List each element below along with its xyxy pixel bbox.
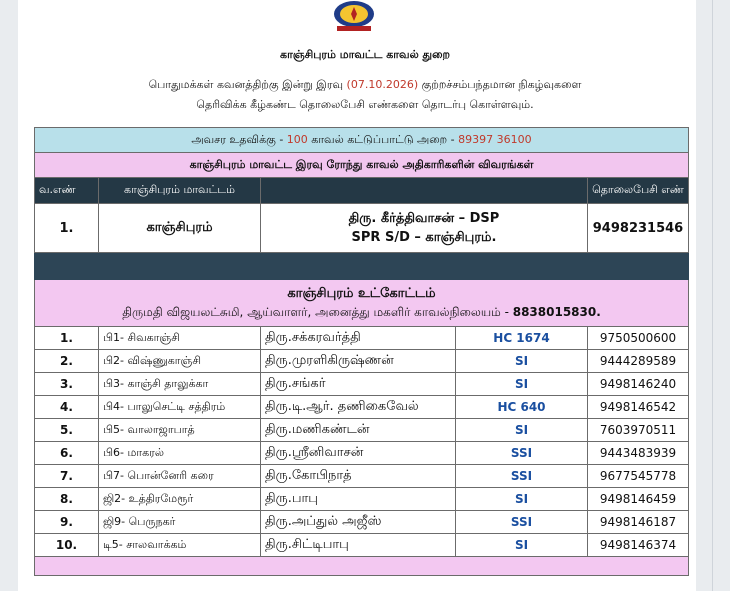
row-rank: SSI [456,442,588,465]
section-divider [35,253,689,280]
row-rank: SI [456,419,588,442]
row-sno: 2. [35,350,99,373]
row-officer-name: திரு.டி.ஆர். தணிகைவேல் [261,396,456,419]
district-officer [261,204,588,253]
row-rank: SI [456,534,588,557]
row-station: பி7- பொன்னேரி கரை [99,465,261,488]
control-room-number: 89397 36100 [458,132,532,146]
table-row [35,419,689,442]
table-row [35,396,689,419]
subdivision-cell [35,280,689,327]
row-phone: 9677545778 [588,465,689,488]
row-rank: HC 640 [456,396,588,419]
table-row [35,511,689,534]
row-station: பி4- பாலுசெட்டி சத்திரம் [99,396,261,419]
row-rank: SI [456,373,588,396]
row-phone: 9498146542 [588,396,689,419]
row-station: பி5- வாலாஜாபாத் [99,419,261,442]
night-round-title: காஞ்சிபுரம் மாவட்ட இரவு ரோந்து காவல் அதிகாரிகளின் விவரங்கள் [35,153,689,178]
next-section-cell [35,557,689,576]
row-sno: 10. [35,534,99,557]
row-sno: 6. [35,442,99,465]
patrol-officers-table [34,127,689,576]
row-sno: 9. [35,511,99,534]
org-title: காஞ்சிபுரம் மாவட்ட காவல் துறை [280,48,450,61]
row-phone: 9443483939 [588,442,689,465]
col-header-phone: தொலைபேசி எண் [588,178,689,204]
row-phone: 9444289589 [588,350,689,373]
row-phone: 9750500600 [588,327,689,350]
row-rank: SSI [456,511,588,534]
subdivision-officer-text: திருமதி விஜயலட்சுமி, ஆய்வாளர், அனைத்து மகளிர் காவல்நிலையம் - [122,305,513,319]
row-officer-name: திரு.முரளிகிருஷ்ணன் [261,350,456,373]
row-officer-name: திரு.மணிகண்டன் [261,419,456,442]
subdivision-officer-phone: 8838015830. [512,305,601,319]
row-officer-name: திரு.சங்கர் [261,373,456,396]
row-station: பி1- சிவகாஞ்சி [99,327,261,350]
col-header-sno: வ.எண் [35,178,99,204]
notice-line-1 [0,78,730,93]
emergency-after: காவல் கட்டுப்பாட்டு அறை - [307,132,459,146]
night-round-band [35,153,689,178]
district-officer-line1: திரு. கீர்த்திவாசன் – DSP [348,211,500,226]
row-officer-name: திரு.பாபு [261,488,456,511]
table-row [35,488,689,511]
row-station: ஜி2- உத்திரமேரூர் [99,488,261,511]
row-phone: 9498146187 [588,511,689,534]
emergency-band [35,128,689,153]
row-rank: SSI [456,465,588,488]
emergency-label: அவசர உதவிக்கு - [191,132,287,146]
row-rank: HC 1674 [456,327,588,350]
district-row [35,204,689,253]
subdivision-officer [39,303,684,322]
row-rank: SI [456,488,588,511]
row-rank: SI [456,350,588,373]
col-header-officer [261,178,588,204]
section-divider-cell [35,253,689,280]
row-sno: 7. [35,465,99,488]
notice-text-a: பொதுமக்கள் கவனத்திற்கு இன்று இரவு [148,78,347,91]
notice-text-b: குற்றச்சம்பந்தமான நிகழ்வுகளை [418,78,582,91]
col-header-district: காஞ்சிபுரம் மாவட்டம் [99,178,261,204]
row-station: பி3- காஞ்சி தாலுக்கா [99,373,261,396]
row-officer-name: திரு.ஸ்ரீனிவாசன் [261,442,456,465]
row-officer-name: திரு.சிட்டிபாபு [261,534,456,557]
row-officer-name: திரு.சக்கரவர்த்தி [261,327,456,350]
row-sno: 3. [35,373,99,396]
subdivision-row [35,280,689,327]
row-station: பி2- விஷ்ணுகாஞ்சி [99,350,261,373]
table-row [35,465,689,488]
row-station: பி6- மாகரல் [99,442,261,465]
row-sno: 5. [35,419,99,442]
district-phone: 9498231546 [588,204,689,253]
next-section-band [35,557,689,576]
table-row [35,442,689,465]
row-phone: 9498146374 [588,534,689,557]
row-phone: 7603970511 [588,419,689,442]
row-officer-name: திரு.கோபிநாத் [261,465,456,488]
district-sno: 1. [35,204,99,253]
row-phone: 9498146459 [588,488,689,511]
subdivision-title: காஞ்சிபுரம் உட்கோட்டம் [287,286,436,301]
notice-line-2: தெரிவிக்க கீழ்கண்ட தொலைபேசி எண்களை தொடர்பு கொள்ளவும். [196,98,534,111]
row-station: டி5- சாலவாக்கம் [99,534,261,557]
emergency-cell [35,128,689,153]
district-name: காஞ்சிபுரம் [99,204,261,253]
table-row [35,350,689,373]
row-sno: 8. [35,488,99,511]
row-phone: 9498146240 [588,373,689,396]
table-row [35,327,689,350]
district-officer-line2: SPR S/D – காஞ்சிபுரம். [351,230,497,245]
station-rows [35,327,689,557]
emergency-number: 100 [286,132,308,146]
table-row [35,373,689,396]
table-header-row [35,178,689,204]
row-officer-name: திரு.அப்துல் அஜீஸ் [261,511,456,534]
row-sno: 4. [35,396,99,419]
table-row [35,534,689,557]
police-emblem-icon [323,0,385,32]
row-sno: 1. [35,327,99,350]
notice-date: (07.10.2026) [346,78,419,91]
row-station: ஜி9- பெருநகர் [99,511,261,534]
